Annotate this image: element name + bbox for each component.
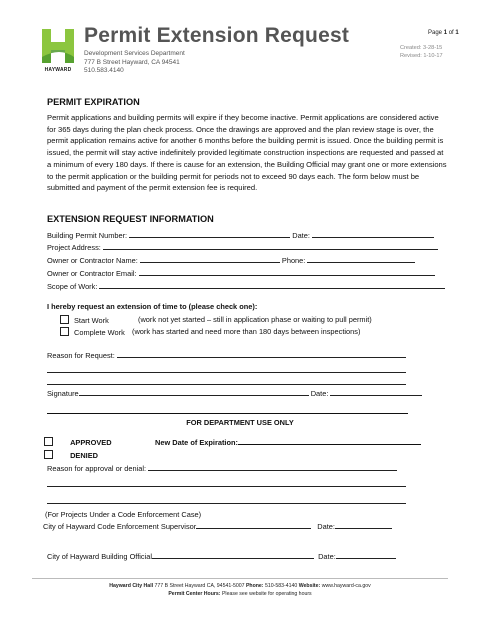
- dept-line-1: Development Services Department: [84, 50, 185, 57]
- complete-work-note: (work has started and need more than 180 days between inspections): [132, 327, 361, 336]
- start-work-note: (work not yet started – still in application phase or waiting to pull permit): [138, 315, 372, 324]
- approval-reason-line-2[interactable]: [47, 486, 406, 487]
- page-title: Permit Extension Request: [84, 24, 350, 47]
- code-enforcement-supervisor-field[interactable]: City of Hayward Code Enforcement Supervisor Date:: [43, 521, 392, 531]
- footer-hours: Permit Center Hours: Please see website for operating hours: [168, 591, 312, 597]
- extension-request-heading: EXTENSION REQUEST INFORMATION: [47, 214, 214, 224]
- department-use-heading: FOR DEPARTMENT USE ONLY: [186, 418, 294, 427]
- approved-option[interactable]: APPROVED: [44, 437, 112, 447]
- project-address-field[interactable]: Project Address:: [47, 242, 438, 252]
- dept-line-3: 510.583.4140: [84, 67, 124, 74]
- reason-line-2[interactable]: [47, 372, 406, 373]
- dept-line-2: 777 B Street Hayward, CA 94541: [84, 58, 180, 66]
- reason-line-3[interactable]: [47, 384, 406, 385]
- signature-field[interactable]: Signature Date:: [47, 388, 422, 398]
- building-permit-number-field[interactable]: Building Permit Number: Date:: [47, 230, 434, 240]
- footer-address: Hayward City Hall 777 B Street Hayward CA, 94541-5007 Phone: 510-583-4140 Website: www.hayward-ca.gov: [109, 583, 371, 589]
- footer-divider: [32, 578, 448, 579]
- revised-date: Revised: 1-10-17: [400, 53, 443, 60]
- department-address: [84, 50, 185, 76]
- logo-text: HAYWARD: [44, 67, 72, 73]
- owner-contractor-name-field[interactable]: Owner or Contractor Name: Phone:: [47, 255, 415, 265]
- start-work-checkbox[interactable]: [60, 315, 69, 324]
- permit-expiration-body: Permit applications and building permits will expire if they become inactive. Permit applications are considered active for 365 days during the plan check process. Once the drawings are approved and the plan review stage is over, the permit application remains active for another 6 months before the building permit is issued. Once the building permit is issued, the permit will stay active indefinitely provided legitimate construction inspections are requested and passed at a minimum of every 180 days. If there is cause for an extension, the Building Official may grant one or more extensions to the permit application or the building permit for periods not to exceed 90 days each. The form below must be submitted and payment of the permit extension fee is required.: [47, 113, 447, 193]
- building-official-field[interactable]: City of Hayward Building Official Date:: [47, 551, 396, 561]
- scope-of-work-field[interactable]: Scope of Work:: [47, 281, 445, 291]
- hayward-h-icon: [40, 27, 76, 65]
- reason-for-request-field[interactable]: Reason for Request:: [47, 350, 406, 360]
- approved-checkbox[interactable]: [44, 437, 53, 446]
- page-number: Page 1 of 1: [428, 30, 459, 36]
- complete-work-checkbox[interactable]: [60, 327, 69, 336]
- new-expiration-date-field[interactable]: New Date of Expiration:: [155, 437, 421, 447]
- created-date: Created: 3-28-15: [400, 45, 443, 51]
- denied-checkbox[interactable]: [44, 450, 53, 459]
- department-divider: [47, 413, 408, 414]
- reason-approval-denial-field[interactable]: Reason for approval or denial:: [47, 463, 397, 473]
- request-instruction: I hereby request an extension of time to (please check one):: [47, 302, 258, 311]
- hayward-logo: [40, 27, 76, 73]
- approval-reason-line-3[interactable]: [47, 503, 406, 504]
- revision-dates: [400, 44, 443, 60]
- denied-option[interactable]: DENIED: [44, 450, 98, 460]
- owner-contractor-email-field[interactable]: Owner or Contractor Email:: [47, 268, 435, 278]
- permit-expiration-heading: PERMIT EXPIRATION: [47, 97, 140, 107]
- start-work-option[interactable]: Start Work: [60, 315, 109, 325]
- complete-work-option[interactable]: Complete Work: [60, 327, 125, 337]
- code-enforcement-note: (For Projects Under a Code Enforcement Case): [45, 510, 202, 519]
